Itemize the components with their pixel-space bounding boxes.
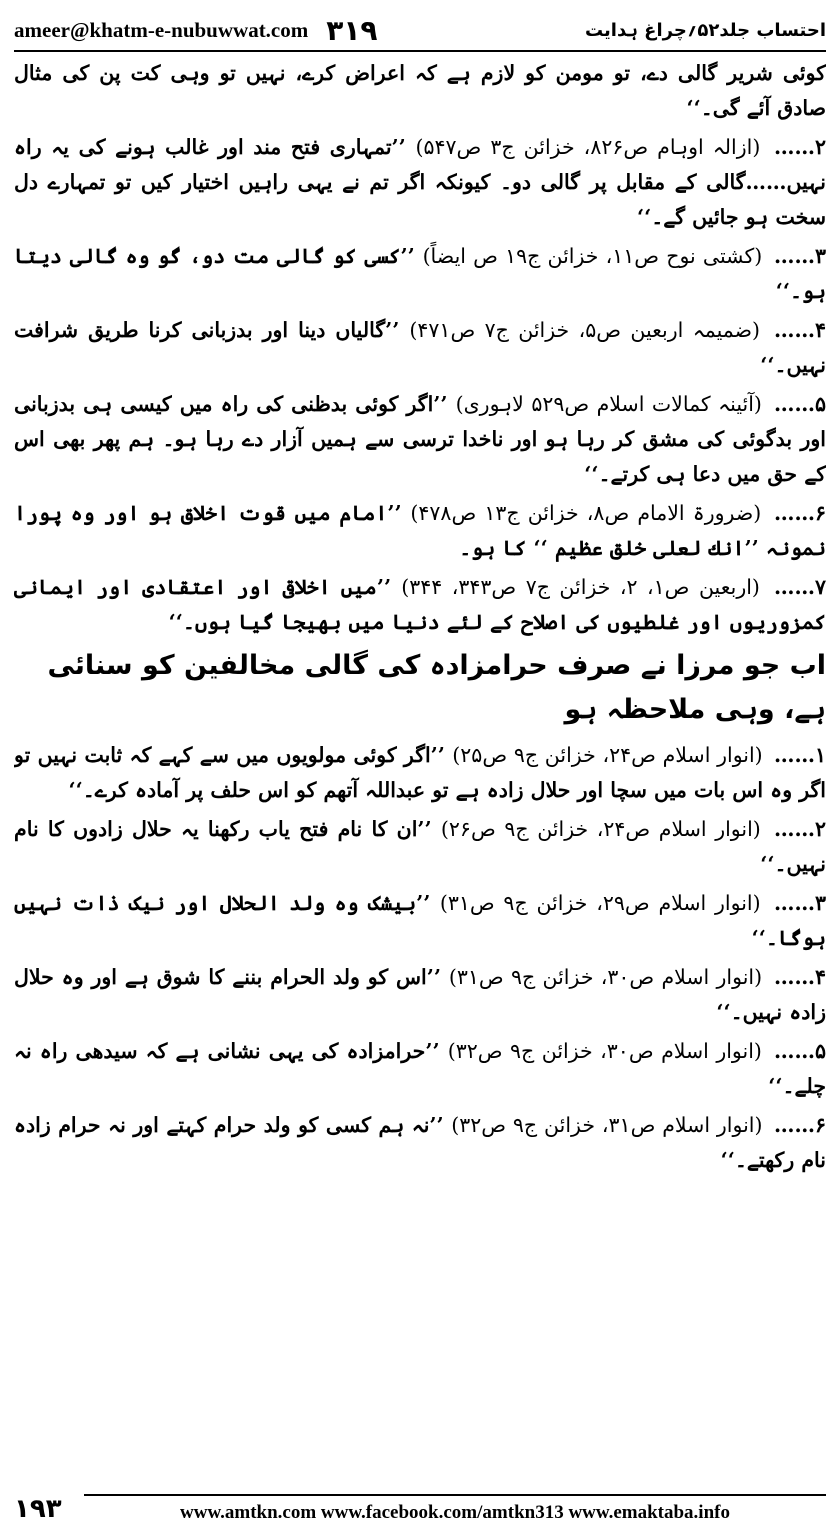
footer-page-number: ۱۹۳ xyxy=(14,1494,62,1524)
page-footer xyxy=(14,1488,826,1530)
list-item xyxy=(14,570,826,640)
list-first xyxy=(14,130,826,640)
item-reference: (انوار اسلام ص۳۰، خزائن ج۹ ص۳۱) xyxy=(448,965,763,989)
item-quote: ’’نہ ہم کسی کو ولد حرام کہتے اور نہ حرام زادہ نام رکھتے۔‘‘ xyxy=(14,1113,826,1172)
item-reference: (انوار اسلام ص۳۰، خزائن ج۹ ص۳۲) xyxy=(447,1039,762,1063)
item-reference: (انوار اسلام ص۲۴، خزائن ج۹ ص۲۵) xyxy=(452,743,763,767)
item-number: ۳…… xyxy=(774,891,826,915)
footer-divider xyxy=(84,1494,826,1496)
item-number: ۲…… xyxy=(773,135,826,159)
item-reference: (آئینہ کمالات اسلام ص۵۲۹ لاہوری) xyxy=(455,392,762,416)
header-title: احتساب جلد۵۲؍چراغ ہدایت xyxy=(584,19,826,41)
list-item xyxy=(14,886,826,956)
item-quote: ’’ان کا نام فتح یاب رکھنا یہ حلال زادوں کا نام نہیں۔‘‘ xyxy=(14,817,826,876)
list-item xyxy=(14,496,826,566)
list-item xyxy=(14,1108,826,1178)
item-reference: (اربعین ص۱، ۲، خزائن ج۷ ص۳۴۳، ۳۴۴) xyxy=(401,575,760,599)
item-quote: ’’گالیاں دینا اور بدزبانی کرنا طریق شرافت نہیں۔‘‘ xyxy=(14,318,826,377)
list-item xyxy=(14,738,826,808)
page-header xyxy=(14,10,826,52)
item-number: ۵…… xyxy=(774,1039,826,1063)
item-reference: (انوار اسلام ص۳۱، خزائن ج۹ ص۳۲) xyxy=(451,1113,763,1137)
item-reference: (کشتی نوح ص۱۱، خزائن ج۱۹ ص ایضاً) xyxy=(422,244,763,268)
item-quote: ’’حرامزادہ کی یہی نشانی ہے کہ سیدھی راہ نہ چلے۔‘‘ xyxy=(14,1039,826,1098)
item-reference: (ضمیمہ اربعین ص۵، خزائن ج۷ ص۴۷۱) xyxy=(409,318,761,342)
list-item xyxy=(14,960,826,1030)
list-item xyxy=(14,1034,826,1104)
list-item xyxy=(14,130,826,235)
item-quote: ’’اگر کوئی بدظنی کی راہ میں کیسی ہی بدزبانی اور بدگوئی کی مشق کر رہا ہو اور ناخدا ترسی سے ہمیں آزار دے رہا ہو۔ ہم پھر بھی اس کے حق میں دعا ہی کرتے۔‘‘ xyxy=(14,392,826,486)
item-quote: ’’بیشک وہ ولد الحلال اور نیک ذات نہیں ہوگا۔‘‘ xyxy=(14,891,826,950)
page-body xyxy=(14,56,826,1456)
item-quote: ’’میں اخلاقی اور اعتقادی اور ایمانی کمزوریوں اور غلطیوں کی اصلاح کے لئے دنیا میں بھیجا گیا ہوں۔‘‘ xyxy=(14,575,826,634)
item-reference: (ازالہ اوہام ص۸۲۶، خزائن ج۳ ص۵۴۷) xyxy=(415,135,761,159)
list-item xyxy=(14,387,826,492)
item-quote: ’’کسی کو گالی مت دو، گو وہ گالی دیتا ہو۔‘‘ xyxy=(14,244,826,303)
list-item xyxy=(14,239,826,309)
section-heading: اب جو مرزا نے صرف حرامزادہ کی گالی مخالفین کو سنائی ہے، وہی ملاحظہ ہو xyxy=(47,650,826,725)
intro-paragraph: کوئی شریر گالی دے، تو مومن کو لازم ہے کہ اعراض کرے، نہیں تو وہی کت پن کی مثال صادق آئے گی۔‘‘ xyxy=(14,61,826,120)
footer-right xyxy=(84,1494,826,1524)
item-quote: ’’اس کو ولد الحرام بننے کا شوق ہے اور وہ حلال زادہ نہیں۔‘‘ xyxy=(14,965,826,1024)
item-number: ۳…… xyxy=(774,244,826,268)
item-quote: ’’تمہاری فتح مند اور غالب ہونے کی یہ راہ نہیں……گالی کے مقابل پر گالی دو۔ کیونکہ اگر تم نے یہی راہیں اختیار کیں تو تمہارے دل سخت ہو جائیں گے۔‘‘ xyxy=(14,135,826,229)
item-number: ۶…… xyxy=(773,501,826,525)
footer-links: www.amtkn.com www.facebook.com/amtkn313 www.emaktaba.info xyxy=(180,1502,730,1523)
item-number: ۴…… xyxy=(774,318,826,342)
item-reference: (انوار اسلام ص۲۴، خزائن ج۹ ص۲۶) xyxy=(440,817,761,841)
item-number: ۴…… xyxy=(773,965,826,989)
header-email: ameer@khatm-e-nubuwwat.com xyxy=(14,17,309,42)
item-number: ۵…… xyxy=(773,392,826,416)
header-left xyxy=(14,14,378,47)
item-number: ۲…… xyxy=(773,817,826,841)
list-second xyxy=(14,738,826,1178)
list-item xyxy=(14,812,826,882)
header-page-number: ۳۱۹ xyxy=(326,13,378,47)
item-reference: (ضرورۃ الامام ص۸، خزائن ج۱۳ ص۴۷۸) xyxy=(410,501,762,525)
item-number: ۶…… xyxy=(773,1113,826,1137)
item-quote: ’’اگر کوئی مولویوں میں سے کہے کہ ثابت نہیں تو اگر وہ اس بات میں سچا اور حلال زادہ ہے تو عبداللہ آتھم کو اس حلف پر آمادہ کرے۔‘‘ xyxy=(14,743,826,802)
item-number: ۷…… xyxy=(774,575,826,599)
item-reference: (انوار اسلام ص۲۹، خزائن ج۹ ص۳۱) xyxy=(439,891,761,915)
item-number: ۱…… xyxy=(774,743,826,767)
item-quote: ’’امام میں قوت اخلاق ہو اور وہ پورا نمونہ ’’انك لعلی خلق عظيم ‘‘ کا ہو۔ xyxy=(14,501,826,560)
list-item xyxy=(14,313,826,383)
